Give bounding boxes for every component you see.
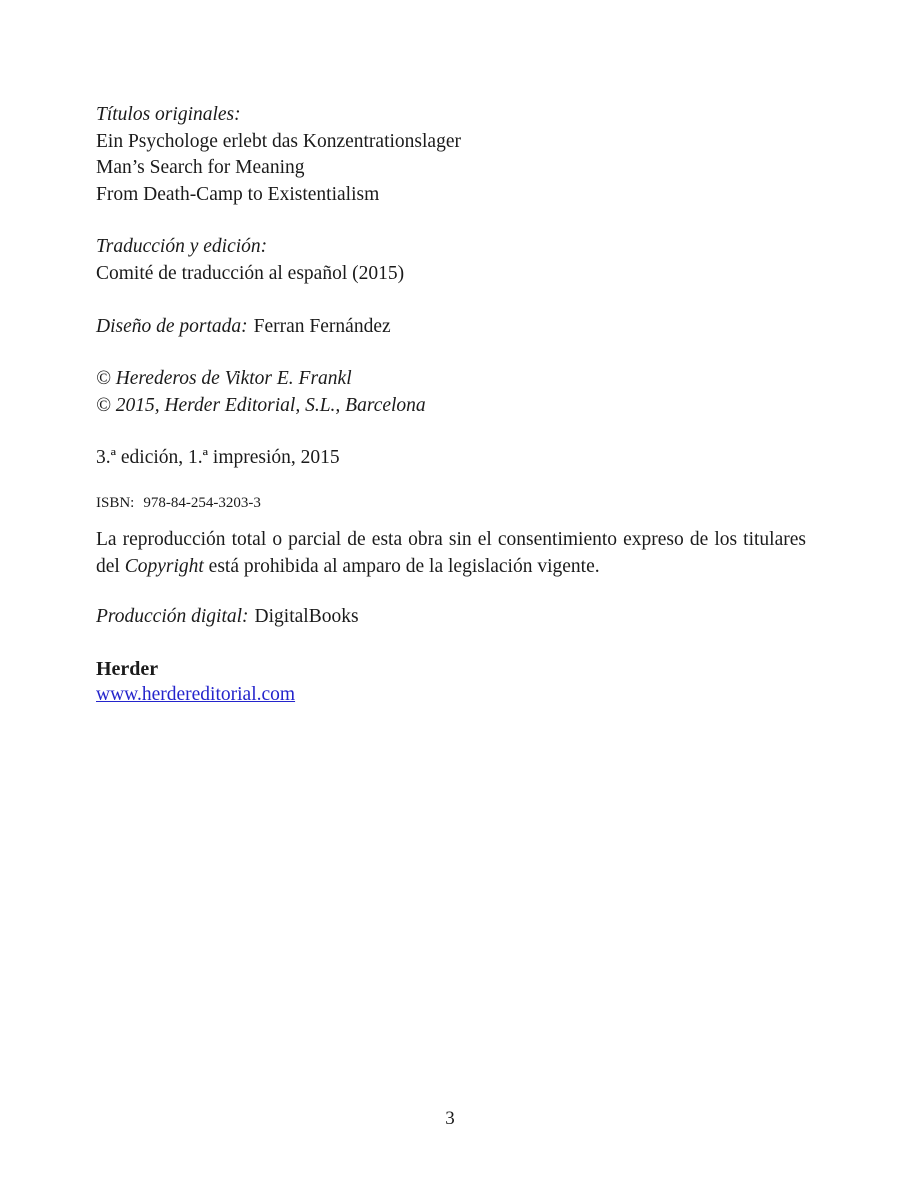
legal-notice: [96, 527, 806, 580]
copyright-line: © Herederos de Viktor E. Frankl: [96, 368, 352, 390]
original-titles-block: [96, 102, 806, 208]
isbn-label: ISBN:: [96, 494, 135, 511]
translation-label: Traducción y edición:: [96, 236, 268, 258]
edition-line: 3.ª edición, 1.ª impresión, 2015: [96, 447, 340, 469]
copyright-block: [96, 366, 806, 419]
legal-notice-copyright-word: Copyright: [124, 555, 204, 577]
publisher-name: Herder: [96, 657, 159, 680]
legal-notice-line2-prefix: del: [96, 555, 125, 577]
page-number: 3: [445, 1108, 455, 1129]
original-title: Man’s Search for Meaning: [96, 157, 305, 179]
cover-design-label: Diseño de portada:: [96, 315, 248, 337]
original-titles-label: Títulos originales:: [96, 104, 241, 125]
cover-design-block: [96, 314, 806, 341]
publisher-block: [96, 656, 806, 709]
legal-notice-line2: [96, 554, 806, 581]
legal-notice-line1: La reproducción total o parcial de esta obra sin el consentimiento expreso de los titulares: [96, 528, 806, 550]
original-title: Ein Psychologe erlebt das Konzentrationslager: [96, 130, 461, 152]
translation-value: Comité de traducción al español (2015): [96, 262, 405, 284]
publisher-website-link[interactable]: www.herdereditorial.com: [96, 684, 296, 706]
legal-notice-line2-suffix: está prohibida al amparo de la legislación vigente.: [203, 555, 600, 577]
digital-production-label: Producción digital:: [96, 606, 249, 628]
edition-block: [96, 445, 806, 472]
original-title: From Death-Camp to Existentialism: [96, 183, 380, 205]
isbn-block: [96, 493, 806, 513]
cover-design-value: Ferran Fernández: [253, 315, 391, 337]
translation-block: [96, 234, 806, 287]
colophon-content: [96, 102, 806, 735]
copyright-line: © 2015, Herder Editorial, S.L., Barcelona: [96, 394, 426, 416]
digital-production-value: DigitalBooks: [254, 606, 359, 628]
isbn-value: 978-84-254-3203-3: [143, 494, 261, 511]
digital-production-block: [96, 604, 806, 631]
